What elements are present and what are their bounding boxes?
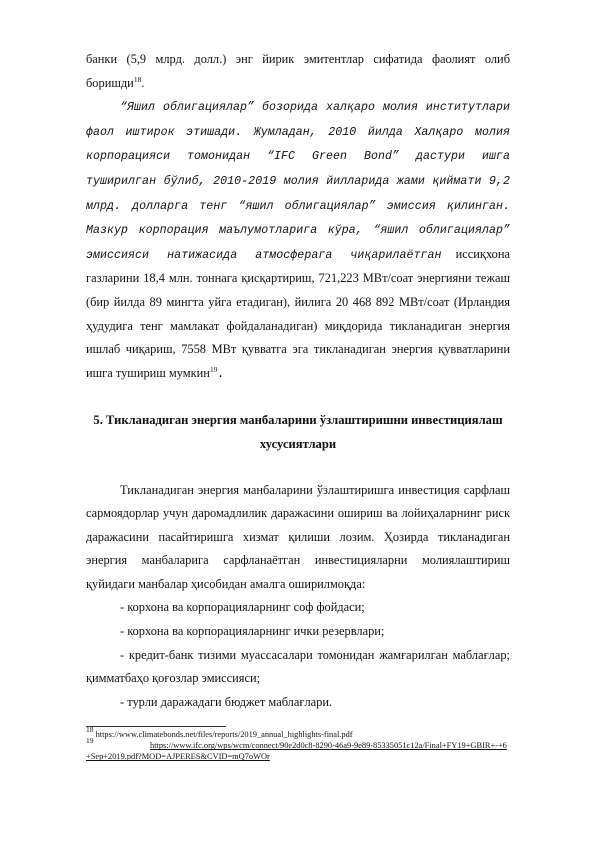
document-page xyxy=(86,48,510,762)
list-item: - турли даражадаги бюджет маблағлари. xyxy=(120,694,333,709)
footnote-ref-19[interactable]: 19 xyxy=(209,364,218,374)
footnote-ref-18[interactable]: 18 xyxy=(133,74,142,84)
footnote-separator xyxy=(86,726,226,727)
paragraph-2-italic-text: “Яшил облигациялар” бозорида халқаро молия институтлари фаол иштирок этишади. Жумладан, 2010 йилда Халқаро молия корпорацияси томонидан “IFC Green Bond” дастури ишга туширилган бўлиб, 2010-2019 молия йилларида жами қиймати 9,2 млрд. долларга тенг “яшил облигациялар” эмиссия қилинган. Мазкур корпорация маълумотларига кўра, “яшил облигациялар” эмиссияси натижасида атмосферага чиқарилаётган xyxy=(86,101,510,262)
paragraph-1-text: банки (5,9 млрд. долл.) энг йирик эмитентлар сифатида фаолият олиб боришди xyxy=(86,52,510,90)
footnote-18-number: 18 xyxy=(86,725,94,735)
list-item: - корхона ва корпорацияларнинг соф фойдаси; xyxy=(120,600,365,615)
paragraph-2-text: иссиқхона газларини 18,4 млн. тоннага қисқартириш, 721,223 МВт/соат энергияни тежаш (бир йилда 89 мингта уйга етадиган), йилига 20 468 892 МВт/соат (Ирландия ҳудудига тенг мамлакат фойдаланадиган) миқдорида тикланадиган энергия ишлаб чиқариш, 7558 МВт қувватга эга тикланадиган энергия қувватларини ишга тушириш мумкин xyxy=(86,246,510,380)
paragraph-1 xyxy=(86,48,510,95)
list-item: - кредит-банк тизими муассасалари томонидан жамғарилган маблағлар; қимматбаҳо қоғозлар эмиссияси; xyxy=(86,647,510,686)
section-heading xyxy=(86,409,510,456)
paragraph-3: Тикланадиган энергия манбаларини ўзлаштиришга инвестиция сарфлаш сармоядорлар учун даромадлилик даражасини ошириш ва лойиҳаларнинг риск даражасини пасайтиришга хизмат қилиши лозим. Ҳозирда тикланадиган энергия манбаларига сарфланаётган инвестицияларни молиялаштириш қуйидаги манбалар ҳисобидан амалга оширилмоқда: xyxy=(86,482,510,591)
list-item: - корхона ва корпорацияларнинг ички резервлари; xyxy=(120,624,385,639)
footnote-18-link[interactable]: https://www.climatebonds.net/files/reports/2019_annual_highlights-final.pdf xyxy=(93,730,353,740)
footnote-19: $^{19}$https://www.ifc.org/wps/wcm/connect/90e2d0c8-8290-46a9-9e89-85335051c12a/Final+FY19+GBIR+-+6+Sep+2019.pdf?MOD=AJPERES&CVID=mQ7oWOr xyxy=(86,736,507,762)
section-heading-line-1: 5. Тикланадиган энергия манбаларини ўзлаштиришни инвестициялаш xyxy=(93,413,503,428)
footnote-18 xyxy=(86,725,510,740)
section-heading-line-2: хусусиятлари xyxy=(259,436,337,451)
paragraph-1-end: . xyxy=(141,75,145,90)
footnote-19-link[interactable]: https://www.ifc.org/wps/wcm/connect/90e2d0c8-8290-46a9-9e89-85335051c12a/Final+FY19+GBIR+-+6+Sep+2019.pdf?MOD=AJPERES&CVID=mQ7oWOr xyxy=(86,741,507,762)
paragraph-2 xyxy=(86,95,510,386)
paragraph-2-end: . xyxy=(217,367,225,381)
